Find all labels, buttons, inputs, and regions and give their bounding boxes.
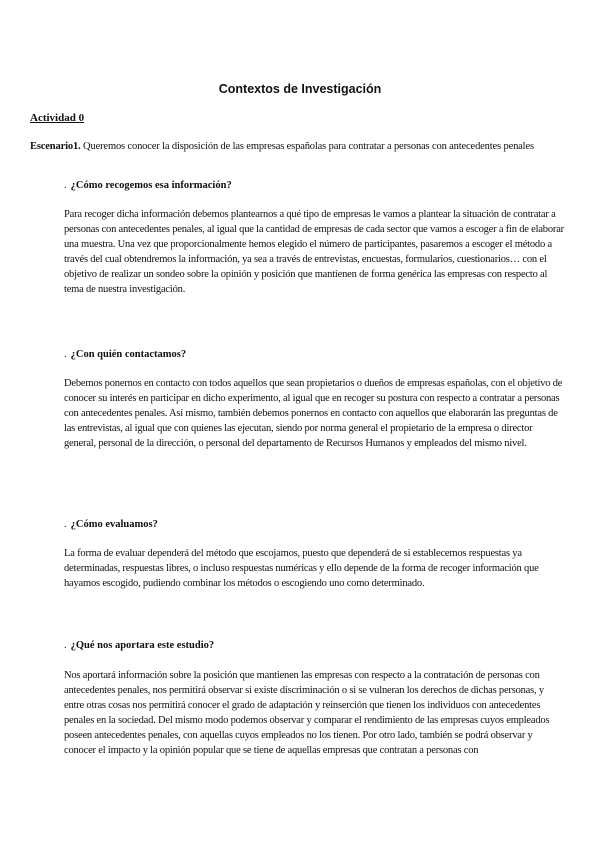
scenario-text: Queremos conocer la disposición de las empresas españolas para contratar a personas con antecedentes penales xyxy=(80,141,534,152)
section-question xyxy=(64,349,186,360)
section-bullet: . xyxy=(64,349,67,360)
question-text: ¿Con quién contactamos? xyxy=(70,349,187,360)
question-text: ¿Qué nos aportara este estudio? xyxy=(70,640,215,651)
activity-heading: Actividad 0 xyxy=(30,112,85,124)
section-answer: Para recoger dicha información debemos plantearnos a qué tipo de empresas le vamos a plantear la situación de contratar a personas con antecedentes penales, al igual que la cantidad de empresas de cada sector que vamos a escoger a fin de elaborar una muestra. Una vez que proporcionalmente hemos elegido el número de participantes, pasaremos a escoger el método a través del cual obtendremos la información, ya sea a través de entrevistas, encuestas, formularios, cuestionarios… con el objetivo de realizar un sondeo sobre la opinión y posición que mantienen de forma genérica las empresas con respecto al tema de nuestra investigación. xyxy=(64,209,564,296)
question-text: ¿Cómo recogemos esa información? xyxy=(70,180,232,191)
section-bullet: . xyxy=(64,180,67,191)
section-question xyxy=(64,519,158,530)
section-bullet: . xyxy=(64,519,67,530)
scenario-paragraph xyxy=(30,139,570,154)
section-question xyxy=(64,640,214,651)
section-answer: Debemos ponernos en contacto con todos aquellos que sean propietarios o dueños de empresas españolas, con el objetivo de conocer su interés en participar en dicho experimento, al igual que en recoger su postura con respecto a contratar a personas con antecedentes penales. Así mismo, también debemos ponernos en contacto con aquellos que elaborarán las preguntas de las entrevistas, al igual que con quienes las ejecutan, siendo por norma general el propietario de la empresa o director general, personal de la dirección, o personal del departamento de Recursos Humanos y empleados del mismo nivel. xyxy=(64,378,563,450)
page-title: Contextos de Investigación xyxy=(218,82,382,96)
section-question xyxy=(64,180,232,191)
scenario-label: Escenario1. xyxy=(30,141,81,152)
question-text: ¿Cómo evaluamos? xyxy=(70,519,158,530)
section-answer: Nos aportará información sobre la posición que mantienen las empresas con respecto a la contratación de personas con antecedentes penales, nos permitirá observar si existe discriminación o si se vulneran los derechos de dichas personas, y entre otras cosas nos permitirá conocer el grado de adaptación y reinserción que tienen los individuos con antecedentes penales en la sociedad. Del mismo modo podemos observar y comparar el rendimiento de las empresas cuyos empleados poseen antecedentes penales, con aquellas cuyos empleados no los tienen. Por otro lado, también se podrá observar y conocer el impacto y la opinión popular que se tiene de aquellas empresas que contratan a personas con xyxy=(64,670,550,757)
section-bullet: . xyxy=(64,640,67,651)
section-answer: La forma de evaluar dependerá del método que escojamos, puesto que dependerá de si establecemos respuestas ya determinadas, respuestas libres, o incluso respuestas numéricas y ello depende de la forma de recoger información que hayamos escogido, pudiendo combinar los métodos o escogiendo uno como determinado. xyxy=(64,548,539,590)
